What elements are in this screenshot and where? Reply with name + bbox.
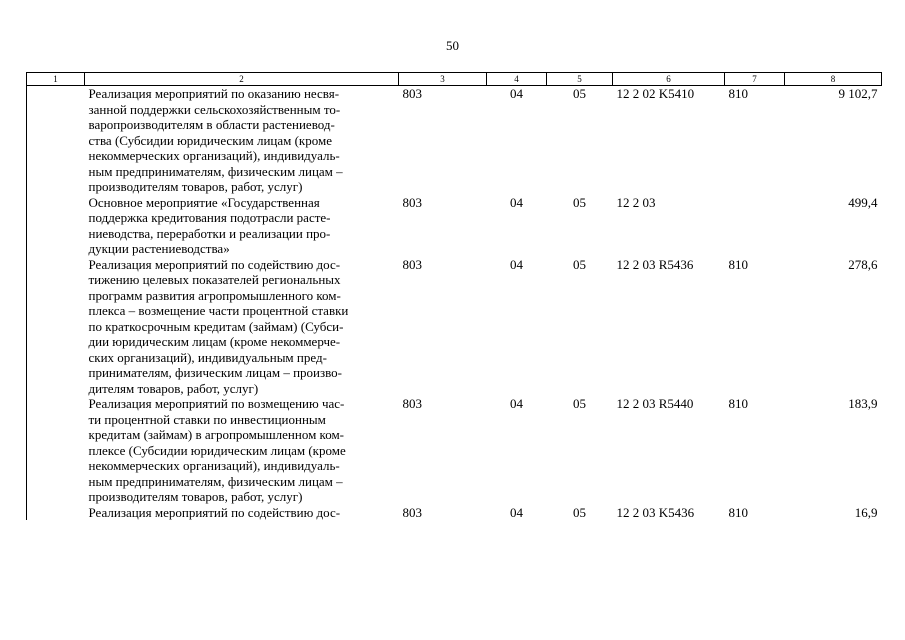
expense-name-line: ным предпринимателям, физическим лицам – bbox=[88, 163, 343, 179]
expense-name-line: занной поддержки сельскохозяйственным то- bbox=[88, 101, 341, 117]
expense-name-line: Реализация мероприятий по оказанию несвя- bbox=[88, 86, 340, 101]
row-number-cell bbox=[27, 86, 85, 195]
expense-type-cell: 810 bbox=[728, 86, 748, 101]
table-row bbox=[27, 86, 882, 195]
expense-name-line: производителям товаров, работ, услуг) bbox=[88, 179, 303, 194]
target-article-cell: 12 2 02 K5410 bbox=[616, 86, 695, 101]
amount-cell: 9 102,7 bbox=[838, 86, 878, 101]
expense-name-cell bbox=[85, 195, 399, 257]
subsection-code-cell: 05 bbox=[573, 194, 586, 210]
column-header-8: 8 bbox=[785, 73, 882, 86]
expense-name-line: ских организаций), индивидуальным пред- bbox=[88, 349, 327, 365]
column-header-1: 1 bbox=[27, 73, 85, 86]
column-header-3: 3 bbox=[399, 73, 487, 86]
ministry-code-cell: 803 bbox=[402, 256, 422, 272]
column-header-5: 5 bbox=[547, 73, 613, 86]
expense-name-line: варопроизводителям в области растениевод- bbox=[88, 117, 335, 132]
table-row bbox=[27, 396, 882, 505]
expense-name-line: ти процентной ставки по инвестиционным bbox=[88, 411, 326, 427]
section-code-cell: 04 bbox=[510, 504, 523, 520]
expense-name-line: дукции растениеводства» bbox=[88, 241, 230, 256]
section-code-cell: 04 bbox=[510, 396, 523, 411]
target-article-cell: 12 2 03 R5440 bbox=[616, 396, 694, 411]
row-number-cell bbox=[27, 396, 85, 505]
expense-name-line: Реализация мероприятий по возмещению час- bbox=[88, 396, 345, 411]
expense-name-line: поддержка кредитования подотрасли расте- bbox=[88, 210, 331, 225]
ministry-code-cell: 803 bbox=[402, 396, 422, 411]
ministry-code-cell: 803 bbox=[402, 504, 422, 520]
expense-name-cell bbox=[85, 505, 399, 521]
expense-name-line: Реализация мероприятий по содействию дос- bbox=[88, 256, 341, 272]
expense-name-line: кредитам (займам) в агропромышленном ком- bbox=[88, 427, 345, 442]
section-code-cell: 04 bbox=[510, 86, 523, 101]
section-code-cell: 04 bbox=[510, 256, 523, 272]
expense-name-line: дии юридическим лицам (кроме некоммерче- bbox=[88, 334, 341, 349]
expense-type-cell: 810 bbox=[728, 256, 748, 272]
expense-name-cell bbox=[85, 257, 399, 397]
expense-name-line: ства (Субсидии юридическим лицам (кроме bbox=[88, 132, 332, 148]
target-article-cell: 12 2 03 K5436 bbox=[616, 504, 695, 520]
table-row bbox=[27, 505, 882, 521]
row-number-cell bbox=[27, 505, 85, 521]
ministry-code-cell: 803 bbox=[402, 86, 422, 101]
subsection-code-cell: 05 bbox=[573, 504, 586, 520]
expense-name-line: принимателям, физическим лицам – произво- bbox=[88, 365, 342, 380]
row-number-cell bbox=[27, 257, 85, 397]
budget-table bbox=[26, 72, 882, 520]
column-header-4: 4 bbox=[487, 73, 547, 86]
subsection-code-cell: 05 bbox=[573, 256, 586, 272]
amount-cell: 499,4 bbox=[848, 194, 878, 210]
expense-name-line: некоммерческих организаций), индивидуаль- bbox=[88, 148, 340, 163]
column-header-7: 7 bbox=[725, 73, 785, 86]
expense-name-line: Основное мероприятие «Государственная bbox=[88, 194, 320, 210]
expense-type-cell bbox=[725, 195, 785, 257]
subsection-code-cell: 05 bbox=[573, 86, 586, 101]
section-code-cell: 04 bbox=[510, 194, 523, 210]
table-row bbox=[27, 195, 882, 257]
expense-name-line: ным предпринимателям, физическим лицам – bbox=[88, 473, 343, 489]
expense-name-line: программ развития агропромышленного ком- bbox=[88, 287, 341, 303]
expense-type-cell: 810 bbox=[728, 396, 748, 411]
ministry-code-cell: 803 bbox=[402, 194, 422, 210]
target-article-cell: 12 2 03 R5436 bbox=[616, 256, 694, 272]
expense-name-line: производителям товаров, работ, услуг) bbox=[88, 489, 303, 504]
expense-name-line: дителям товаров, работ, услуг) bbox=[88, 380, 259, 396]
expense-name-line: ниеводства, переработки и реализации про- bbox=[88, 225, 331, 241]
expense-name-line: плекса – возмещение части процентной ставки bbox=[88, 303, 349, 318]
expense-name-cell bbox=[85, 86, 399, 195]
column-header-2: 2 bbox=[85, 73, 399, 86]
row-number-cell bbox=[27, 195, 85, 257]
column-header-6: 6 bbox=[613, 73, 725, 86]
target-article-cell: 12 2 03 bbox=[616, 194, 656, 210]
expense-type-cell: 810 bbox=[728, 504, 748, 520]
expense-name-line: тижению целевых показателей региональных bbox=[88, 272, 341, 287]
expense-name-cell bbox=[85, 396, 399, 505]
amount-cell: 183,9 bbox=[848, 396, 878, 411]
expense-name-line: Реализация мероприятий по содействию дос- bbox=[88, 504, 341, 520]
page-number: 50 bbox=[446, 38, 459, 53]
column-number-row bbox=[27, 73, 882, 86]
expense-name-line: по краткосрочным кредитам (займам) (Субси- bbox=[88, 318, 344, 334]
table-row bbox=[27, 257, 882, 397]
amount-cell: 278,6 bbox=[848, 256, 878, 272]
expense-name-line: некоммерческих организаций), индивидуаль- bbox=[88, 458, 340, 473]
subsection-code-cell: 05 bbox=[573, 396, 586, 411]
expense-name-line: плексе (Субсидии юридическим лицам (кроме bbox=[88, 442, 346, 458]
amount-cell: 16,9 bbox=[854, 504, 878, 520]
